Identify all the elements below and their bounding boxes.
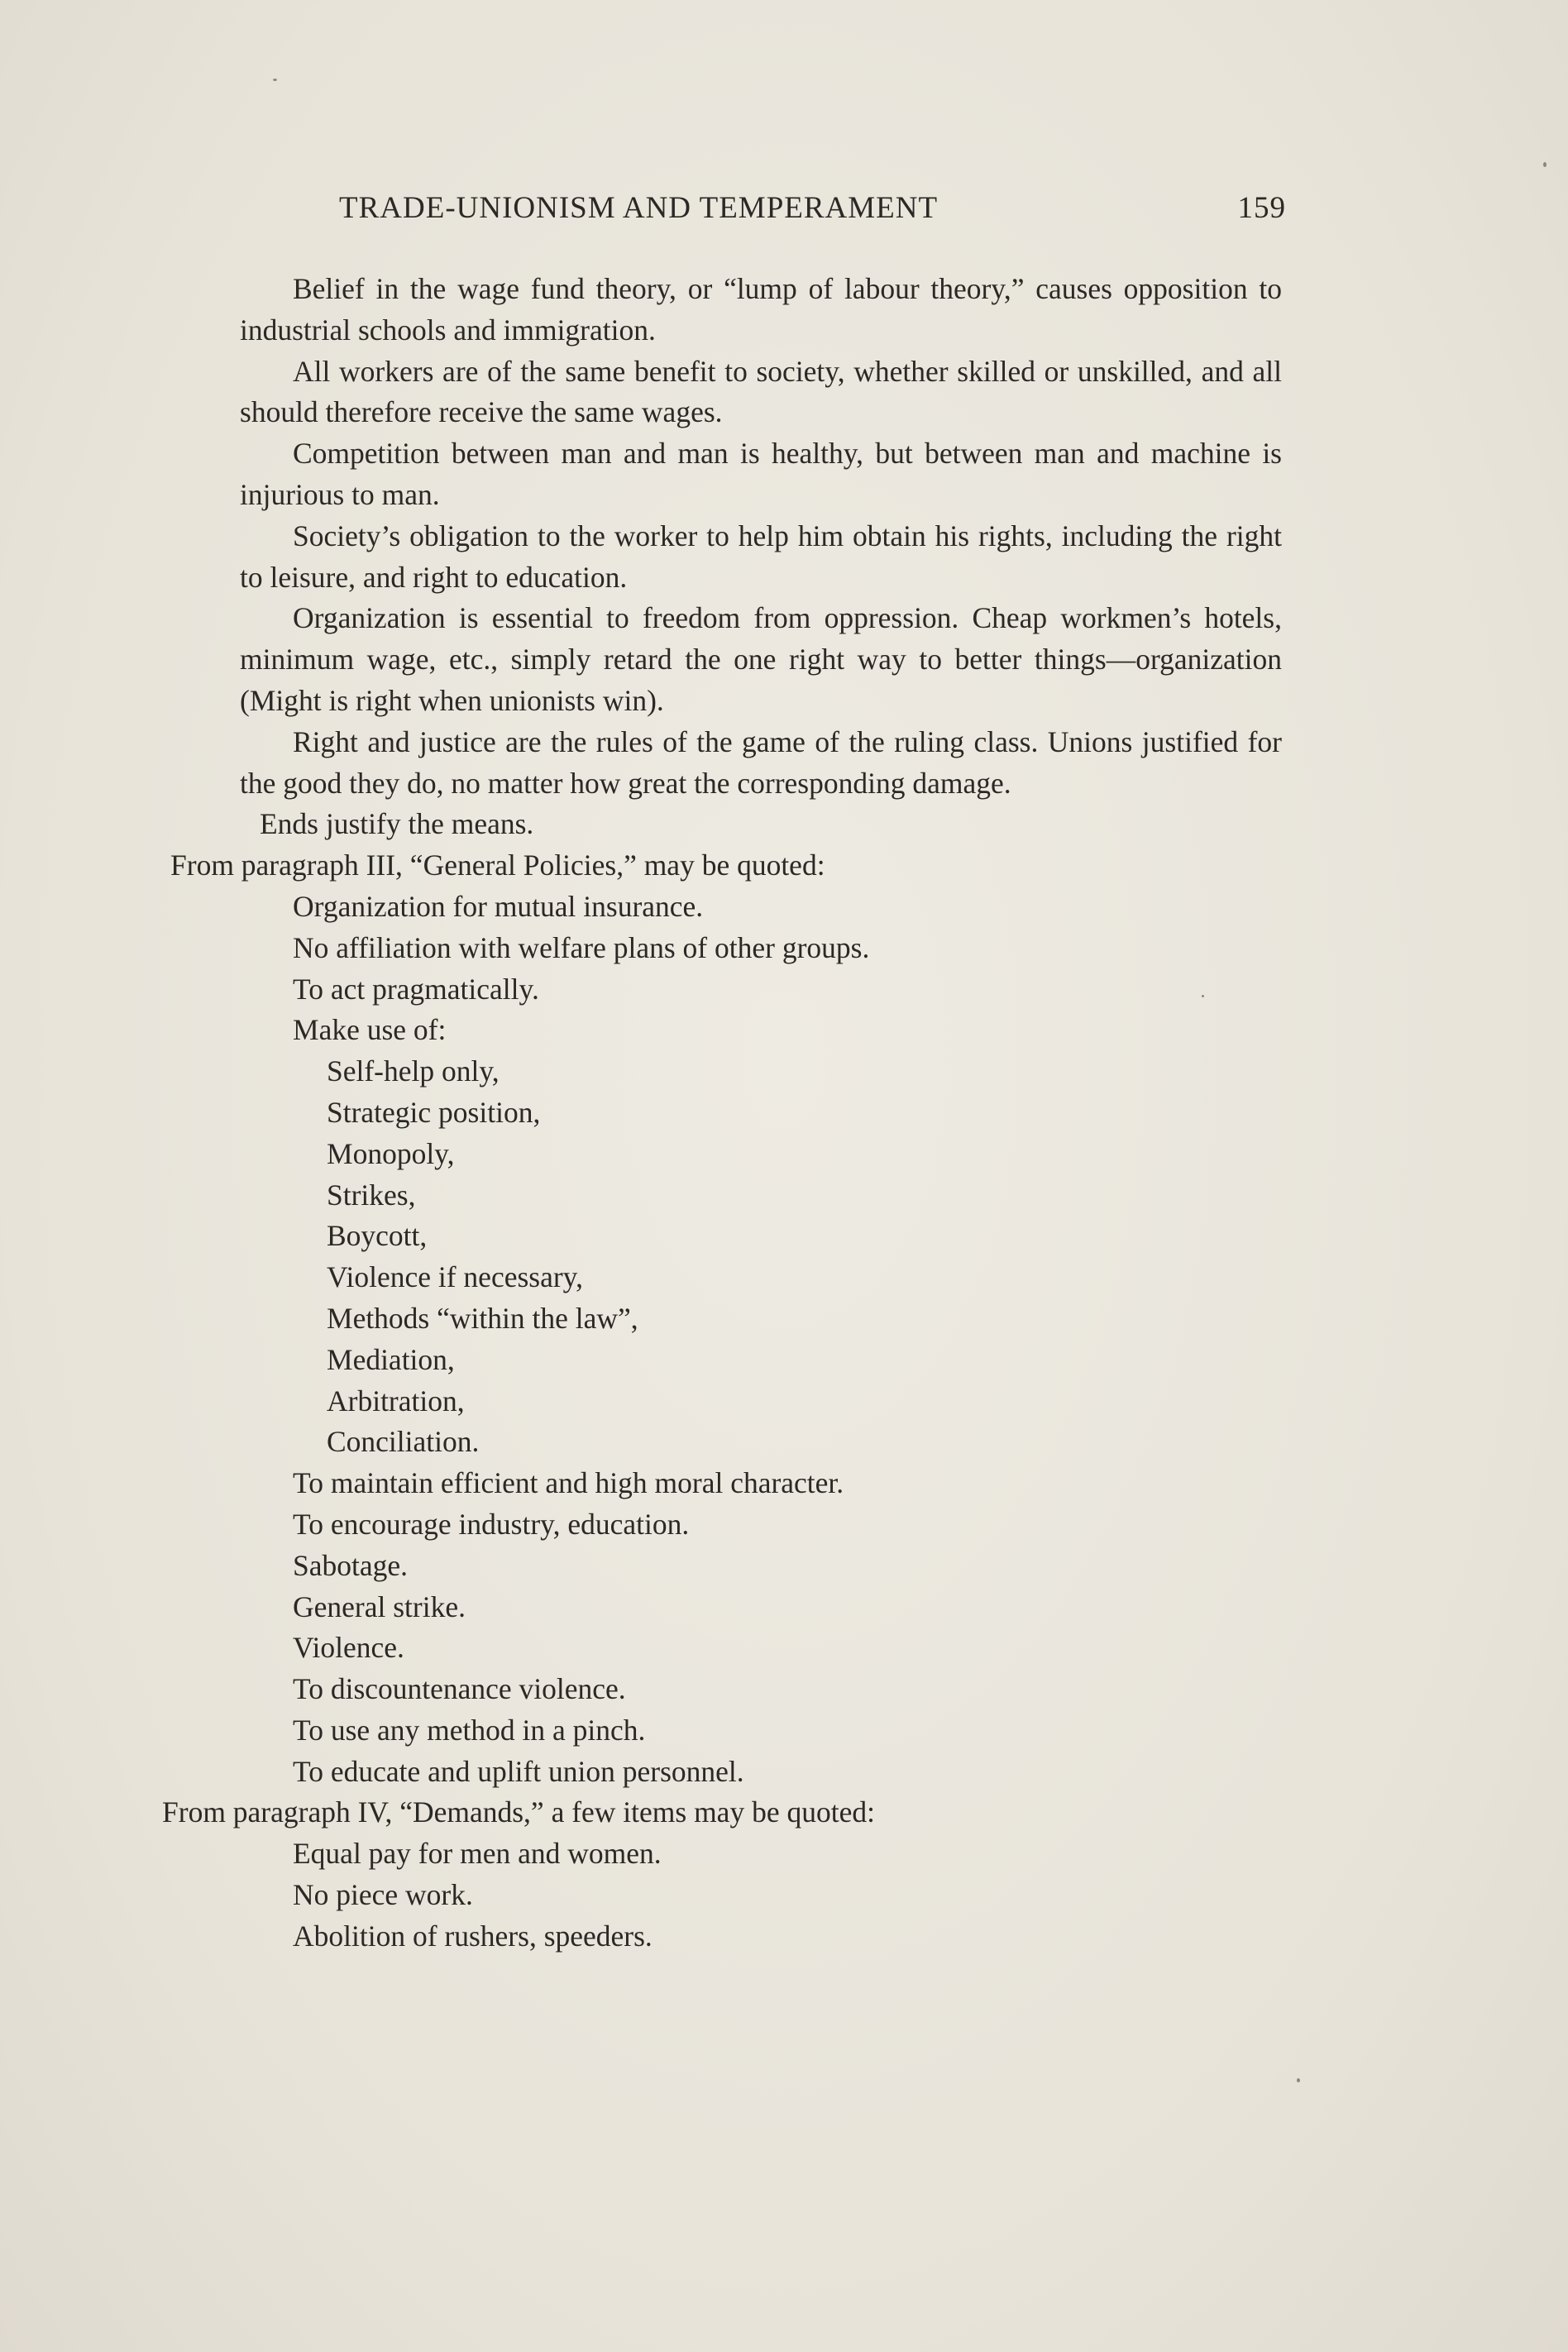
paragraph-wage-fund: Belief in the wage fund theory, or “lump of labour theory,” causes opposition to industrial schools and immigration. (240, 272, 1282, 347)
paragraph-equal-benefit: All workers are of the same benefit to society, whether skilled or unskilled, and all should therefore receive the same wages. (240, 354, 1282, 429)
demand-item: Equal pay for men and women. (293, 1837, 662, 1871)
policy-item: Organization for mutual insurance. (293, 889, 704, 923)
running-header (339, 184, 1286, 230)
policy-item: Violence. (293, 1631, 404, 1665)
policy-item: Sabotage. (293, 1548, 409, 1582)
make-use-of-item: Violence if necessary, (327, 1260, 583, 1294)
make-use-of-item: Self-help only, (327, 1054, 500, 1088)
make-use-of-item: Conciliation. (327, 1425, 480, 1459)
policy-item: Make use of: (293, 1013, 447, 1047)
paragraph-society-obligation: Society’s obligation to the worker to help him obtain his rights, including the right to leisure, and right to education. (240, 519, 1282, 594)
paragraph-organization: Organization is essential to freedom from oppression. Cheap workmen’s hotels, minimum wage, etc., simply retard the one right way to better things—organization (Might is right when unionists win). (240, 601, 1282, 717)
policies-intro: From paragraph III, “General Policies,” may be quoted: (170, 849, 825, 882)
paper-speck (1297, 2078, 1300, 2082)
page-body (162, 269, 1282, 1958)
policy-item: To maintain efficient and high moral character. (293, 1466, 844, 1500)
policy-item: To educate and uplift union personnel. (293, 1754, 744, 1788)
ends-justify-line: Ends justify the means. (260, 807, 534, 841)
policy-item: To encourage industry, education. (293, 1507, 690, 1541)
running-title: TRADE-UNIONISM AND TEMPERAMENT (339, 191, 939, 225)
make-use-of-item: Arbitration, (327, 1384, 465, 1417)
policy-item: To act pragmatically. (293, 972, 539, 1006)
make-use-of-item: Monopoly, (327, 1136, 455, 1170)
paragraph-right-justice: Right and justice are the rules of the game of the ruling class. Unions justified for the good they do, no matter how great the corresponding damage. (240, 724, 1282, 800)
demands-intro: From paragraph IV, “Demands,” a few items may be quoted: (162, 1795, 875, 1829)
demand-item: No piece work. (293, 1878, 473, 1912)
make-use-of-item: Boycott, (327, 1219, 428, 1253)
policy-item: To use any method in a pinch. (293, 1713, 646, 1747)
paper-speck (1202, 995, 1204, 997)
paper-speck (273, 79, 277, 81)
make-use-of-item: Strategic position, (327, 1095, 541, 1129)
make-use-of-item: Methods “within the law”, (327, 1301, 638, 1335)
make-use-of-item: Mediation, (327, 1342, 455, 1376)
policy-item: General strike. (293, 1590, 466, 1623)
paper-speck (1543, 162, 1546, 167)
paragraph-competition: Competition between man and man is healthy, but between man and machine is injurious to man. (240, 437, 1282, 511)
demand-item: Abolition of rushers, speeders. (293, 1919, 653, 1953)
make-use-of-item: Strikes, (327, 1178, 416, 1212)
policy-item: To discountenance violence. (293, 1672, 626, 1706)
policy-item: No affiliation with welfare plans of other groups. (293, 930, 870, 964)
page-number: 159 (1237, 191, 1286, 225)
